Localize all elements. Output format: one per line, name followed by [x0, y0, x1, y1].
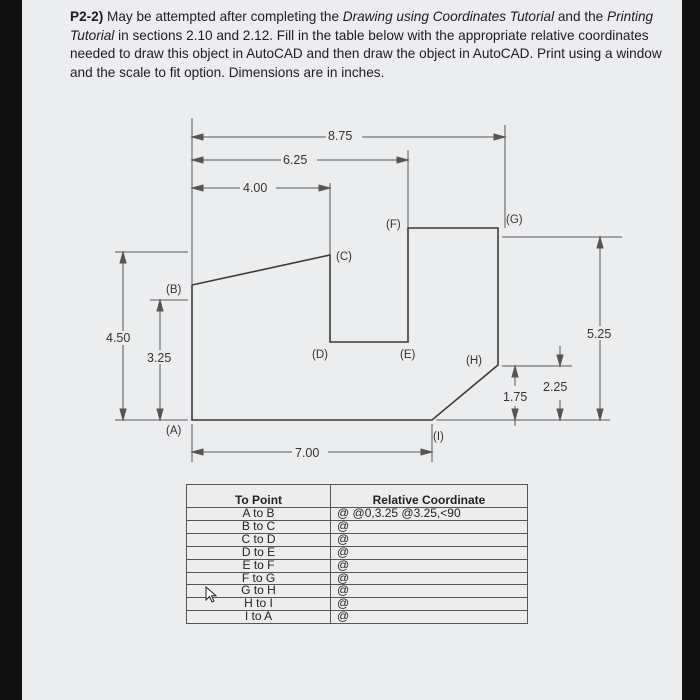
problem-label: P2-2) [70, 9, 104, 24]
point-c-label: (C) [336, 251, 352, 263]
row-coordinate-input[interactable]: @ [331, 520, 528, 533]
row-coordinate-input[interactable]: @ @0,3.25 @3.25,<90 [331, 508, 528, 521]
row-to-point: H to I [187, 598, 331, 611]
point-b-label: (B) [166, 284, 182, 296]
dim-400: 4.00 [243, 181, 268, 195]
problem-text-5: in sections 2.10 and 2.12. Fill in the table below with the appropriate relative coordinates needed to draw this object in AutoCAD and then draw the object in AutoCAD. Print using a window and the scale to fit option. Dimensions are in inches. [70, 27, 662, 80]
row-to-point: E to F [187, 559, 331, 572]
relative-coordinate-header: Relative Coordinate [331, 485, 528, 508]
table-row [187, 546, 528, 559]
point-a-label: (A) [166, 425, 182, 437]
row-to-point: I to A [187, 611, 331, 624]
dim-225: 2.25 [543, 380, 568, 394]
row-coordinate-input[interactable]: @ [331, 546, 528, 559]
table-row [187, 520, 528, 533]
row-to-point: B to C [187, 520, 331, 533]
row-to-point: G to H [187, 585, 331, 598]
row-to-point: D to E [187, 546, 331, 559]
table-row [187, 585, 528, 598]
problem-text-1: May be attempted after completing the [103, 9, 343, 24]
row-coordinate-input[interactable]: @ [331, 598, 528, 611]
table-row [187, 572, 528, 585]
dim-450: 4.50 [106, 331, 131, 345]
table-row [187, 611, 528, 624]
table-row [187, 508, 528, 521]
table-header-row [187, 485, 528, 508]
table-row [187, 533, 528, 546]
dim-175: 1.75 [503, 390, 528, 404]
to-point-header: To Point [187, 485, 331, 508]
row-to-point: C to D [187, 533, 331, 546]
extension-lines [115, 118, 622, 462]
point-i-label: (I) [433, 431, 444, 443]
dim-525: 5.25 [587, 327, 612, 341]
row-coordinate-input[interactable]: @ [331, 533, 528, 546]
mouse-pointer-icon [205, 586, 219, 604]
point-f-label: (F) [386, 219, 401, 231]
dim-700: 7.00 [295, 446, 320, 460]
coordinate-table [186, 484, 528, 624]
row-coordinate-input[interactable]: @ [331, 585, 528, 598]
point-e-label: (E) [400, 349, 416, 361]
row-to-point: A to B [187, 508, 331, 521]
row-to-point: F to G [187, 572, 331, 585]
dim-325: 3.25 [147, 351, 172, 365]
row-coordinate-input[interactable]: @ [331, 559, 528, 572]
row-coordinate-input[interactable]: @ [331, 611, 528, 624]
dim-875: 8.75 [328, 129, 353, 143]
point-g-label: (G) [506, 214, 523, 226]
table-row [187, 559, 528, 572]
problem-text-3: and the [554, 9, 608, 24]
tutorial-name-printing: Printing Tutorial [70, 9, 654, 43]
point-h-label: (H) [466, 355, 482, 367]
dim-625: 6.25 [283, 153, 308, 167]
row-coordinate-input[interactable]: @ [331, 572, 528, 585]
point-d-label: (D) [312, 349, 328, 361]
table-row [187, 598, 528, 611]
tutorial-name-drawing: Drawing using Coordinates Tutorial [342, 9, 555, 24]
